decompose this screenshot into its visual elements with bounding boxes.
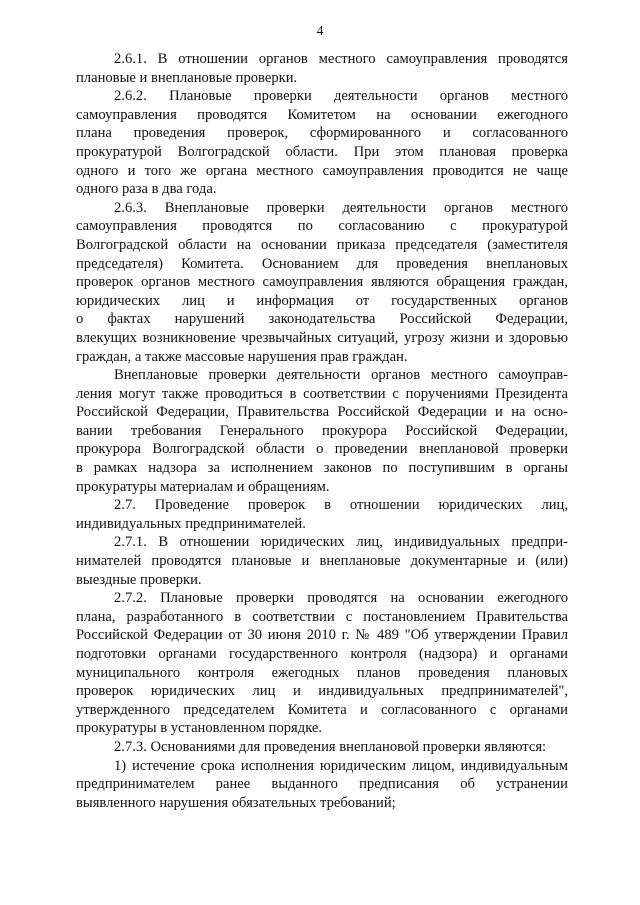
text-line: юридических лиц и информация от государственных органов	[76, 292, 568, 309]
text-line: одного раза в два года.	[76, 181, 217, 198]
text-line: в рамках надзора за исполнением законов по поступившим в органы	[76, 460, 568, 477]
paragraph	[76, 366, 568, 496]
text-line: предпринимателем ранее выданного предписания об устранении	[76, 776, 568, 793]
text-line: вании требования Генерального прокурора Российской Федерации,	[76, 422, 568, 439]
text-line: Внеплановые проверки деятельности органов местного самоуправ-	[114, 367, 568, 384]
text-line: муниципального контроля ежегодных планов проведения плановых	[76, 664, 568, 681]
text-line: самоуправления проводятся Комитетом на основании ежегодного	[76, 106, 568, 123]
text-line: прокуратурой Волгоградской области. При этом плановая проверка	[76, 143, 568, 160]
text-line: прокуратуры в установленном порядке.	[76, 720, 323, 737]
text-line: проверок органов местного самоуправления являются обращения граждан,	[76, 274, 568, 291]
text-line: одного и того же органа местного самоуправления проводится не чаще	[76, 162, 568, 179]
text-line: прокуратуры материалам и обращениям.	[76, 478, 330, 495]
text-line: председателя) Комитета. Основанием для проведения внеплановых	[76, 255, 568, 272]
text-line: 2.7.1. В отношении юридических лиц, индивидуальных предпри-	[114, 534, 568, 551]
paragraph	[76, 589, 568, 738]
paragraph	[76, 757, 568, 813]
text-line: Российской Федерации от 30 июня 2010 г. № 489 "Об утверждении Правил	[76, 627, 568, 644]
text-line: утвержденного председателем Комитета и согласованного с органами	[76, 701, 568, 718]
paragraph	[76, 533, 568, 589]
paragraph	[76, 738, 568, 757]
page-number: 4	[316, 24, 324, 39]
text-line: Российской Федерации, Правительства Российской Федерации и на осно-	[76, 404, 568, 421]
text-line: 2.7.2. Плановые проверки проводятся на основании ежегодного	[114, 590, 568, 607]
paragraph	[76, 199, 568, 366]
text-line: плановые и внеплановые проверки.	[76, 69, 298, 86]
text-line: самоуправления проводятся по согласованию с прокуратурой	[76, 218, 568, 235]
paragraph	[76, 50, 568, 87]
text-line: плана, разработанного в соответствии с постановлением Правительства	[76, 608, 568, 625]
paragraph	[76, 87, 568, 199]
text-line: 2.7.3. Основаниями для проведения внеплановой проверки являются:	[114, 738, 547, 755]
text-line: выявленного нарушения обязательных требований;	[76, 794, 396, 811]
text-line: плана проведения проверок, сформированного и согласованного	[76, 125, 568, 142]
text-line: нимателей проводятся плановые и внеплановые документарные и (или)	[76, 553, 568, 570]
paragraph	[76, 496, 568, 533]
text-line: 2.6.3. Внеплановые проверки деятельности органов местного	[114, 199, 568, 216]
text-line: индивидуальных предпринимателей.	[76, 515, 306, 532]
text-line: Волгоградской области на основании приказа председателя (заместителя	[76, 236, 568, 253]
text-line: 1) истечение срока исполнения юридическим лицом, индивидуальным	[114, 757, 568, 774]
text-line: граждан, а также массовые нарушения прав граждан.	[76, 348, 408, 365]
document-body	[76, 50, 568, 812]
text-line: 2.7. Проведение проверок в отношении юридических лиц,	[114, 497, 568, 514]
text-line: выездные проверки.	[76, 571, 202, 588]
text-line: 2.6.1. В отношении органов местного самоуправления проводятся	[114, 51, 568, 67]
text-line: проверок юридических лиц и индивидуальных предпринимателей",	[76, 683, 568, 700]
text-line: ления могут также проводиться в соответствии с поручениями Президента	[76, 385, 568, 402]
text-line: подготовки органами государственного контроля (надзора) и органами	[76, 646, 568, 662]
text-line: влекущих возникновение чрезвычайных ситуаций, угрозу жизни и здоровью	[76, 329, 568, 346]
text-line: прокурора Волгоградской области о проведении внеплановой проверки	[76, 441, 568, 458]
text-line: о фактах нарушений законодательства Российской Федерации,	[76, 311, 568, 328]
text-line: 2.6.2. Плановые проверки деятельности органов местного	[114, 88, 568, 105]
